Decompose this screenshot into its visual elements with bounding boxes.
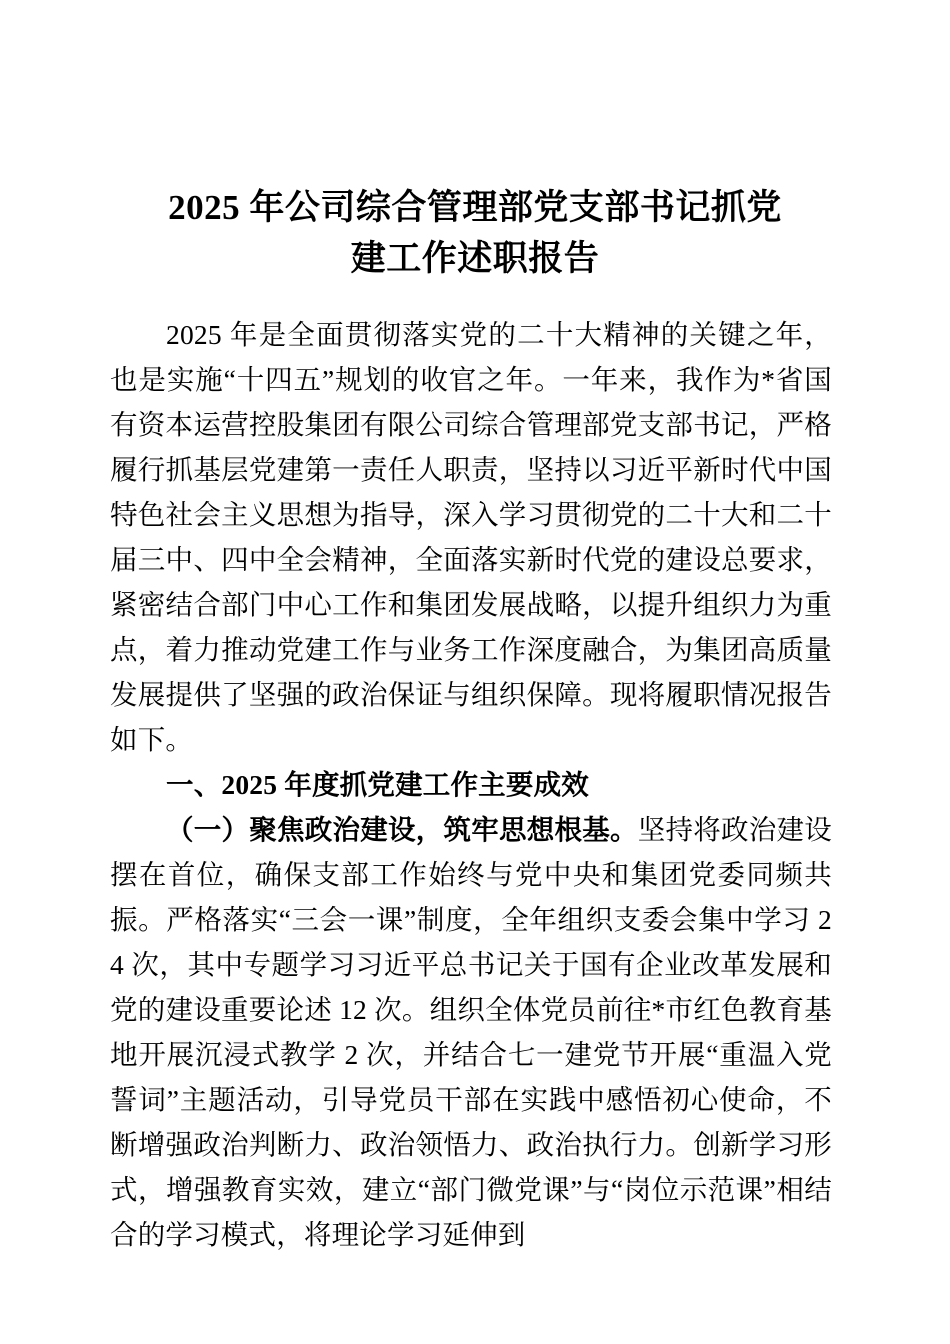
opening-paragraph: 2025 年是全面贯彻落实党的二十大精神的关键之年，也是实施“十四五”规划的收官之年。一年来，我作为*省国有资本运营控股集团有限公司综合管理部党支部书记，严格履行抓基层党建第一责任人职责，坚持以习近平新时代中国特色社会主义思想为指导，深入学习贯彻党的二十大和二十届三中、四中全会精神，全面落实新时代党的建设总要求，紧密结合部门中心工作和集团发展战略，以提升组织力为重点，着力推动党建工作与业务工作深度融合，为集团高质量发展提供了坚强的政治保证与组织保障。现将履职情况报告如下。 bbox=[110, 319, 832, 755]
page-title-line-1: 2025 年公司综合管理部党支部书记抓党 bbox=[168, 188, 782, 227]
document-body bbox=[110, 312, 832, 1257]
page-title bbox=[110, 182, 840, 284]
subsection-1-text: 坚持将政治建设摆在首位，确保支部工作始终与党中央和集团党委同频共振。严格落实“三会一课”制度，全年组织支委会集中学习 24 次，其中专题学习习近平总书记关于国有企业改革发展和党的建设重要论述 12 次。组织全体党员前往*市红色教育基地开展沉浸式教学 2 次，并结合七一建党节开展“重温入党誓词”主题活动，引导党员干部在实践中感悟初心使命，不断增强政治判断力、政治领悟力、政治执行力。创新学习形式，增强教育实效，建立“部门微党课”与“岗位示范课”相结合的学习模式，将理论学习延伸到 bbox=[110, 814, 832, 1250]
section-heading-1: 一、2025 年度抓党建工作主要成效 bbox=[166, 769, 589, 800]
subsection-1-paragraph bbox=[110, 807, 832, 1257]
page-title-line-2: 建工作述职报告 bbox=[350, 239, 600, 278]
subsection-1-lead: （一）聚焦政治建设，筑牢思想根基。 bbox=[166, 814, 638, 845]
